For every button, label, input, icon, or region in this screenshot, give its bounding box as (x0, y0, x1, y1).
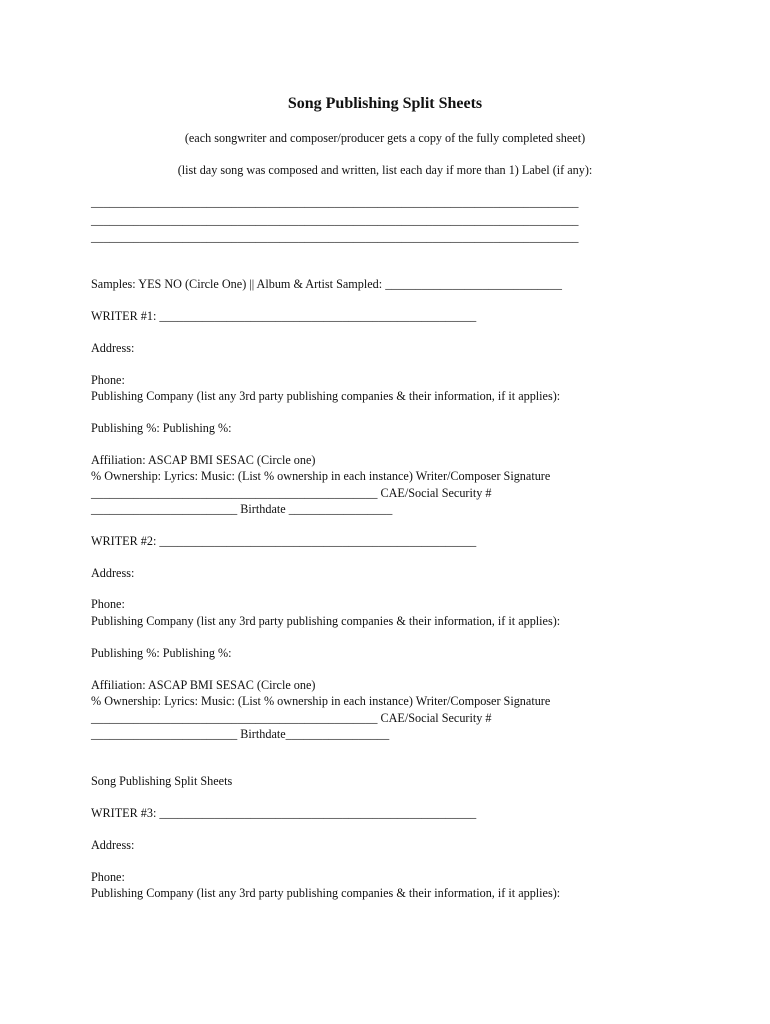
writer-2-affiliation: Affiliation: ASCAP BMI SESAC (Circle one) (91, 678, 316, 692)
writer-2-signature-line: _______________________________________________ CAE/Social Security # (91, 711, 492, 725)
writer-1-birthdate-line: ________________________ Birthdate _________________ (91, 502, 393, 516)
writer-1-signature-line: _______________________________________________ CAE/Social Security # (91, 486, 492, 500)
writer-1-field: WRITER #1: ____________________________________________________ (91, 309, 477, 323)
writer-2-ownership: % Ownership: Lyrics: Music: (List % ownership in each instance) Writer/Composer Signature (91, 694, 551, 708)
writer-2-birthdate-line: ________________________ Birthdate_________________ (91, 727, 390, 741)
writer-2-address: Address: (91, 566, 135, 580)
writer-2-publishing-company: Publishing Company (list any 3rd party publishing companies & their information, if it applies): (91, 614, 561, 628)
writer-1-address: Address: (91, 341, 135, 355)
blank-line: ________________________________________________________________________________ (91, 213, 579, 227)
document-subtitle: (each songwriter and composer/producer gets a copy of the fully completed sheet) (184, 131, 586, 145)
writer-1-affiliation: Affiliation: ASCAP BMI SESAC (Circle one) (91, 453, 316, 467)
repeat-header: Song Publishing Split Sheets (91, 774, 233, 788)
writer-2-field: WRITER #2: ____________________________________________________ (91, 534, 477, 548)
writer-3-phone: Phone: (91, 870, 125, 884)
instructions-text: (list day song was composed and written, list each day if more than 1) Label (if any): (177, 163, 593, 177)
document-title: Song Publishing Split Sheets (287, 95, 483, 112)
writer-3-publishing-company: Publishing Company (list any 3rd party publishing companies & their information, if it applies): (91, 886, 561, 900)
blank-line: ________________________________________________________________________________ (91, 195, 579, 209)
writer-2-publishing-pct: Publishing %: Publishing %: (91, 646, 232, 660)
samples-line: Samples: YES NO (Circle One) || Album & Artist Sampled: _____________________________ (91, 277, 562, 291)
writer-2-phone: Phone: (91, 597, 125, 611)
blank-line: ________________________________________________________________________________ (91, 230, 579, 244)
writer-3-address: Address: (91, 838, 135, 852)
writer-1-ownership: % Ownership: Lyrics: Music: (List % ownership in each instance) Writer/Composer Signature (91, 469, 551, 483)
writer-1-publishing-pct: Publishing %: Publishing %: (91, 421, 232, 435)
writer-1-phone: Phone: (91, 373, 125, 387)
writer-3-field: WRITER #3: ____________________________________________________ (91, 806, 477, 820)
writer-1-publishing-company: Publishing Company (list any 3rd party publishing companies & their information, if it applies): (91, 389, 561, 403)
